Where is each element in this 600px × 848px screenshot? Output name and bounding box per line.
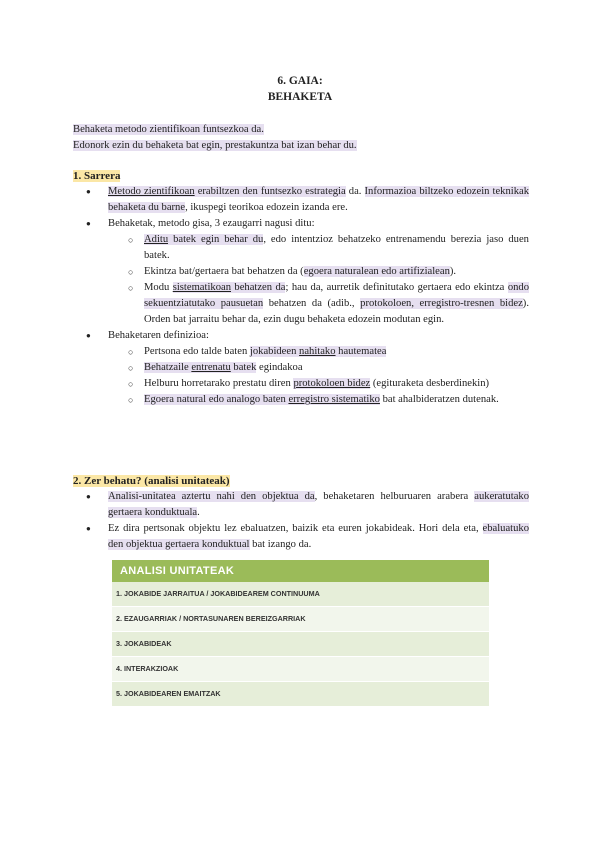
sub-list-item: ○ Egoera natural edo analogo baten erregistro sistematiko bat ahalbideratzen dutenak. bbox=[108, 392, 529, 408]
list-item: ● Analisi-unitatea aztertu nahi den objektua da, behaketaren helburuaren arabera aukeratutako gertaera konduktuala. bbox=[73, 489, 529, 521]
page-title bbox=[0, 73, 600, 105]
intro-line-2: Edonork ezin du behaketa bat egin, prestakuntza bat izan behar du. bbox=[73, 140, 357, 151]
table-row: 2. EZAUGARRIAK / NORTASUNAREN BEREIZGARRIAK bbox=[112, 607, 489, 632]
table-row: 1. JOKABIDE JARRAITUA / JOKABIDEAREM CONTINUUMA bbox=[112, 582, 489, 607]
sub-list-item: ○ Behatzaile entrenatu batek egindakoa bbox=[108, 360, 529, 376]
sub-list-item: ○ Modu sistematikoan behatzen da; hau da, aurretik definitutako gertaera edo ekintza ondo sekuentziatutako pausuetan behatzen da (adib., protokoloen, erregistro-tresnen bidez). Orden bat jarraitu behar da, ezin dugu behaketa edozein modutan egin. bbox=[108, 280, 529, 328]
section-1-heading: 1. Sarrera bbox=[73, 170, 121, 182]
section-1-list bbox=[73, 184, 529, 408]
sub-list-item: ○ Pertsona edo talde baten jokabideen nahitako hautematea bbox=[108, 344, 529, 360]
section-2-heading: 2. Zer behatu? (analisi unitateak) bbox=[73, 475, 230, 487]
section-2-list bbox=[73, 489, 529, 553]
sub-list bbox=[108, 344, 529, 408]
section-zer-behatu bbox=[73, 473, 529, 553]
sub-list-item: ○ Aditu batek egin behar du, edo intentzioz behatzeko entrenamendu berezia jaso duen batek. bbox=[108, 232, 529, 264]
table-row: 3. JOKABIDEAK bbox=[112, 632, 489, 657]
title-line-2: BEHAKETA bbox=[267, 91, 333, 103]
sub-list bbox=[108, 232, 529, 328]
analysis-units-table bbox=[112, 560, 489, 707]
list-item: ● Ez dira pertsonak objektu lez ebaluatzen, baizik eta euren jokabideak. Hori dela eta, ebaluatuko den objektua gertaera konduktual bat izango da. bbox=[73, 521, 529, 553]
table-header: ANALISI UNITATEAK bbox=[112, 560, 489, 582]
intro-line-1: Behaketa metodo zientifikoan funtsezkoa da. bbox=[73, 124, 264, 135]
sub-list-item: ○ Helburu horretarako prestatu diren protokoloen bidez (egituraketa desberdinekin) bbox=[108, 376, 529, 392]
intro bbox=[73, 122, 533, 154]
list-item: ● Behaketak, metodo gisa, 3 ezaugarri nagusi ditu: ○ Aditu batek egin behar du, edo intentzioz behatzeko entrenamendu berezia jaso duen batek. ○ Ekintza bat/gertaera bat behatzen da (egoera naturalean edo artifizialean). ○ Modu sistematikoan behatzen da; hau da, aurretik definitutako gertaera edo ekintza ondo sekuentziatutako pausuetan behatzen da (adib., protokoloen, erregistro-tresnen bidez). Orden bat jarraitu behar da, ezin dugu behaketa edozein modutan egin. bbox=[73, 216, 529, 328]
list-item: ● Behaketaren definizioa: ○ Pertsona edo talde baten jokabideen nahitako hautematea ○ Behatzaile entrenatu batek egindakoa ○ Helburu horretarako prestatu diren protokoloen bidez (egituraketa desberdinekin) ○ Egoera natural edo analogo baten erregistro sistematiko bat ahalbideratzen dutenak. bbox=[73, 328, 529, 408]
table-row: 4. INTERAKZIOAK bbox=[112, 657, 489, 682]
title-line-1: 6. GAIA: bbox=[277, 75, 323, 87]
list-item: ● Metodo zientifikoan erabiltzen den funtsezko estrategia da. Informazioa biltzeko edozein teknikak behaketa du barne, ikuspegi teorikoa edozein izanda ere. bbox=[73, 184, 529, 216]
section-sarrera bbox=[73, 168, 529, 408]
sub-list-item: ○ Ekintza bat/gertaera bat behatzen da (egoera naturalean edo artifizialean). bbox=[108, 264, 529, 280]
table-row: 5. JOKABIDEAREN EMAITZAK bbox=[112, 682, 489, 707]
